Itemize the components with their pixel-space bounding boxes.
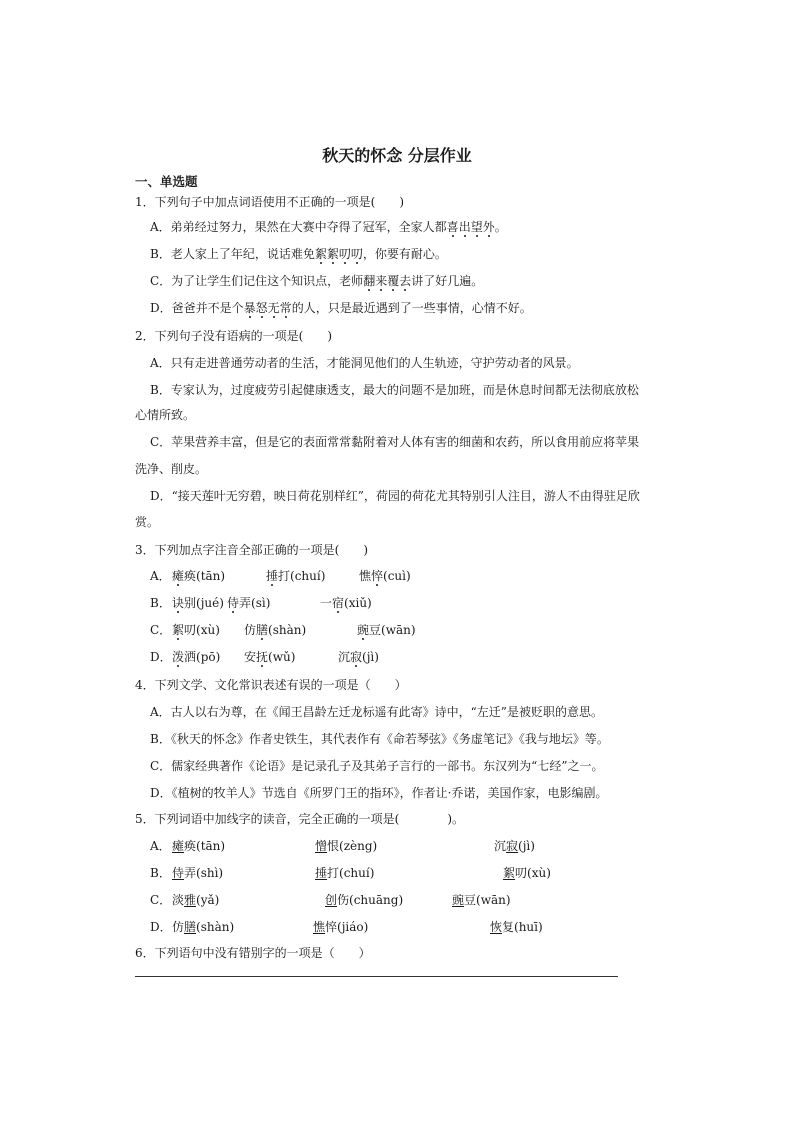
dotted-phrase: 翻来覆去 [363,274,412,288]
dotted-phrase: 暴怒无常 [243,301,292,315]
option-word: 捶打(chuí) [266,569,326,583]
question-4-option-c[interactable]: C．儒家经典著作《论语》是记录孔子及其弟子言行的一部书。东汉列为“七经”之一。 [150,759,604,773]
question-1-stem: 1．下列句子中加点词语使用不正确的一项是( ) [135,195,404,209]
marked-character: 抚 [256,650,269,664]
marked-character: 寂 [506,839,519,853]
option-word: 豌豆(wān) [452,893,511,907]
option-word: 絮叨(xù) [172,623,220,637]
marked-character: 絮 [172,623,185,637]
question-2-stem: 2．下列句子没有语病的一项是( ) [135,329,332,343]
marked-character: 捶 [266,569,279,583]
option-word: 创伤(chuāng) [325,893,404,907]
question-6-stem: 6．下列语句中没有错别字的一项是（ ） [135,946,371,960]
question-2-option-d[interactable]: D．“接天莲叶无穷碧，映日荷花别样红”，荷园的荷花尤其特别引人注目，游人不由得驻足欣 [150,489,640,503]
option-word: 侍弄(sì) [227,596,271,610]
option-word: 捶打(chuí) [315,866,375,880]
marked-character: 憎 [315,839,328,853]
question-4-option-b[interactable]: B．《秋天的怀念》作者史铁生，其代表作有《命若琴弦》《务虚笔记》《我与地坛》等。 [150,732,609,746]
marked-character: 絮 [503,866,516,880]
marked-character: 捶 [315,866,328,880]
question-2-option-b[interactable]: B．专家认为，过度疲劳引起健康透支，最大的问题不是加班，而是休息时间都无法彻底放松 [150,383,639,397]
option-word: 仿膳(shàn) [244,623,307,637]
dotted-phrase: 絮絮叨叨 [314,247,363,261]
question-2-option-a[interactable]: A．只有走进普通劳动者的生活，才能洞见他们的人生轨迹，守护劳动者的风景。 [150,356,579,370]
option-word: 憎恨(zèng) [315,839,378,853]
marked-character: 侍 [172,866,185,880]
option-word: 仿膳(shàn) [172,920,235,934]
option-word: 一宿(xiǔ) [320,596,372,610]
option-label: B． [150,866,171,880]
option-word: 絮叨(xù) [503,866,551,880]
option-word: 豌豆(wān) [357,623,416,637]
option-word: 沉寂(jì) [494,839,535,853]
question-2-option-b-cont: 心情所致。 [135,408,196,422]
marked-character: 创 [325,893,338,907]
question-5-stem: 5．下列词语中加线字的读音，完全正确的一项是( )。 [135,812,465,826]
option-word: 侍弄(shì) [172,866,224,880]
question-1-option-b[interactable]: B．老人家上了年纪，说话难免絮絮叨叨，你要有耐心。 [150,247,447,261]
marked-character: 雅 [184,893,197,907]
marked-character: 憔 [313,920,326,934]
option-word: 恢复(huī) [490,920,543,934]
question-4-option-a[interactable]: A．古人以右为尊，在《闻王昌龄左迁龙标遥有此寄》诗中，“左迁”是被贬职的意思。 [150,705,603,719]
marked-character: 豌 [357,623,370,637]
question-2-option-c-cont: 洗净、削皮。 [135,462,208,476]
option-word: 瘫痪(tān) [172,569,226,583]
question-2-option-d-cont: 赏。 [135,515,160,529]
question-3-stem: 3．下列加点字注音全部正确的一项是( ) [135,543,368,557]
option-word: 泼洒(pō) [172,650,221,664]
option-label: A． [150,839,171,853]
option-label: C． [150,623,172,637]
option-word: 诀别(jué) [172,596,224,610]
marked-character: 瘫 [172,839,185,853]
question-1-option-c[interactable]: C．为了让学生们记住这个知识点，老师翻来覆去讲了好几遍。 [150,274,484,288]
option-word: 憔悴(cuì) [359,569,411,583]
marked-character: 宿 [332,596,345,610]
marked-character: 膳 [184,920,197,934]
marked-character: 悴 [371,569,384,583]
marked-character: 寂 [350,650,363,664]
question-2-option-c[interactable]: C．苹果营养丰富，但是它的表面常常黏附着对人体有害的细菌和农药，所以食用前应将苹果 [150,435,640,449]
option-label: A． [150,569,171,583]
option-word: 安抚(wǔ) [244,650,296,664]
question-1-option-a[interactable]: A．弟弟经过努力，果然在大赛中夺得了冠军，全家人都喜出望外。 [150,220,507,234]
dotted-phrase: 喜出望外 [446,220,495,234]
option-word: 憔悴(jiáo) [313,920,369,934]
marked-character: 诀 [172,596,185,610]
marked-character: 泼 [172,650,185,664]
question-1-option-d[interactable]: D．爸爸并不是个暴怒无常的人，只是最近遇到了一些事情，心情不好。 [150,301,532,315]
option-label: B． [150,596,171,610]
option-word: 沉寂(jì) [338,650,379,664]
marked-character: 恢 [490,920,503,934]
option-label: C． [150,893,172,907]
marked-character: 瘫 [172,569,185,583]
marked-character: 膳 [256,623,269,637]
bottom-divider [135,976,618,977]
option-label: D． [150,920,172,934]
question-4-option-d[interactable]: D．《植树的牧羊人》节选自《所罗门王的指环》，作者让·乔诺，美国作家，电影编剧。 [150,786,608,800]
option-word: 瘫痪(tān) [172,839,226,853]
option-label: D． [150,650,172,664]
marked-character: 豌 [452,893,465,907]
section-heading: 一、单选题 [135,174,198,189]
marked-character: 侍 [227,596,240,610]
option-word: 淡雅(yǎ) [172,893,220,907]
page-title: 秋天的怀念 分层作业 [322,146,472,165]
question-4-stem: 4．下列文学、文化常识表述有误的一项是（ ） [135,678,407,692]
